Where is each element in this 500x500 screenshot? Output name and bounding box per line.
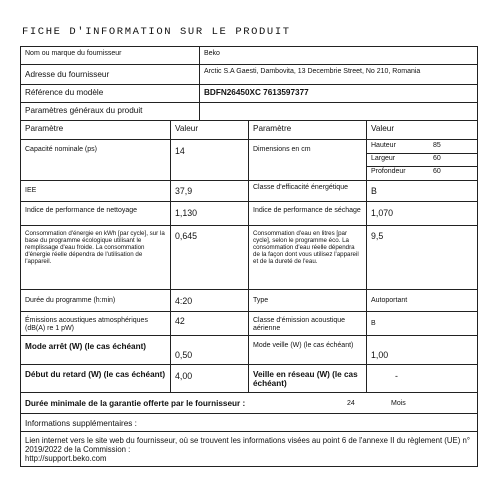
supplier-name-value: Beko — [204, 50, 220, 57]
network-standby-label: Veille en réseau (W) (le cas échéant) — [249, 365, 367, 392]
cleaning-label: Indice de performance de nettoyage — [21, 202, 171, 225]
warranty-row — [21, 393, 477, 414]
supplier-name-label: Nom ou marque du fournisseur — [21, 47, 200, 64]
model-label: Référence du modèle — [21, 85, 200, 102]
standby-label: Mode veille (W) (le cas échéant) — [249, 336, 367, 364]
energy-consumption-label: Consommation d'énergie en kWh [par cycle], sur la base du programme écologique utilisant le remplissage d'eau froide. La consommation d'énergie réelle dépendra de l'utilisation de l'appareil. — [21, 226, 171, 289]
capacity-row — [21, 140, 477, 181]
noise-label: Émissions acoustiques atmosphériques (dB(A) re 1 pW) — [21, 312, 171, 335]
support-link[interactable]: http://support.beko.com — [25, 454, 107, 463]
warranty-unit: Mois — [391, 400, 406, 407]
warranty-value: 24 — [347, 400, 355, 407]
power-mode-row — [21, 336, 477, 365]
extra-info-label: Informations supplémentaires : — [25, 419, 137, 428]
noise-class-value: B — [371, 320, 376, 327]
network-standby-value: - — [395, 371, 398, 381]
header-param-right: Paramètre — [249, 121, 367, 139]
supplier-address-label: Adresse du fournisseur — [21, 65, 200, 84]
supplier-address-row — [21, 65, 477, 85]
height-value: 85 — [433, 142, 441, 149]
header-value-left: Valeur — [171, 121, 249, 139]
header-value-right: Valeur — [371, 124, 395, 133]
drying-value: 1,070 — [371, 208, 394, 218]
general-section-heading: Paramètres généraux du produit — [21, 103, 200, 120]
supplier-name-row — [21, 47, 477, 65]
capacity-value: 14 — [171, 140, 249, 180]
delay-value: 4,00 — [171, 365, 249, 392]
extra-info-row — [21, 414, 477, 432]
depth-value: 60 — [433, 168, 441, 175]
supplier-address-value: Arctic S.A Gaesti, Dambovita, 13 Decembrie Street, No 210, Romania — [204, 68, 421, 75]
model-value: BDFN26450XC 7613597377 — [204, 88, 309, 97]
warranty-label: Durée minimale de la garantie offerte par le fournisseur : — [25, 399, 246, 408]
link-text: Lien internet vers le site web du fournisseur, où se trouvent les informations visées au point 6 de l'annexe II du règlement (UE) n° 2019/2022 de la Commission : — [25, 436, 470, 454]
model-row — [21, 85, 477, 103]
off-mode-value: 0,50 — [171, 336, 249, 364]
type-value: Autoportant — [371, 297, 408, 304]
height-subrow — [367, 140, 477, 154]
water-consumption-value: 9,5 — [371, 231, 384, 241]
width-value: 60 — [433, 155, 441, 162]
depth-label: Profondeur — [371, 168, 406, 175]
general-section-blank — [200, 103, 477, 120]
cleaning-value: 1,130 — [171, 202, 249, 225]
duration-value: 4:20 — [171, 290, 249, 311]
drying-label: Indice de performance de séchage — [249, 202, 367, 225]
dimensions-label: Dimensions en cm — [249, 140, 367, 180]
duration-label: Durée du programme (h:min) — [21, 290, 171, 311]
standby-value: 1,00 — [371, 350, 389, 360]
consumption-row — [21, 226, 477, 290]
height-label: Hauteur — [371, 142, 396, 149]
header-row — [21, 121, 477, 140]
depth-subrow — [367, 166, 477, 179]
link-block — [21, 432, 477, 466]
energy-class-value: B — [371, 186, 377, 196]
link-row — [21, 432, 477, 466]
duration-row — [21, 290, 477, 312]
performance-row — [21, 202, 477, 226]
general-section-row — [21, 103, 477, 121]
noise-row — [21, 312, 477, 336]
iee-label: IEE — [21, 181, 171, 201]
iee-row — [21, 181, 477, 202]
width-label: Largeur — [371, 155, 396, 162]
header-param-left: Paramètre — [21, 121, 171, 139]
delay-label: Début du retard (W) (le cas échéant) — [21, 365, 171, 392]
energy-class-label: Classe d'efficacité énergétique — [249, 181, 367, 201]
off-mode-label: Mode arrêt (W) (le cas échéant) — [21, 336, 171, 364]
dimensions-values — [367, 140, 477, 180]
delay-row — [21, 365, 477, 393]
product-info-sheet — [20, 46, 478, 467]
page-title: FICHE D'INFORMATION SUR LE PRODUIT — [22, 26, 291, 38]
type-label: Type — [249, 290, 367, 311]
width-subrow — [367, 153, 477, 167]
water-consumption-label: Consommation d'eau en litres [par cycle], selon le programme éco. La consommation d'eau réelle dépendra de la façon dont vous utilisez l'appareil et de la dureté de l'eau. — [249, 226, 367, 289]
iee-value: 37,9 — [171, 181, 249, 201]
capacity-label: Capacité nominale (ps) — [21, 140, 171, 180]
noise-class-label: Classe d'émission acoustique aérienne — [249, 312, 367, 335]
noise-value: 42 — [171, 312, 249, 335]
energy-consumption-value: 0,645 — [171, 226, 249, 289]
